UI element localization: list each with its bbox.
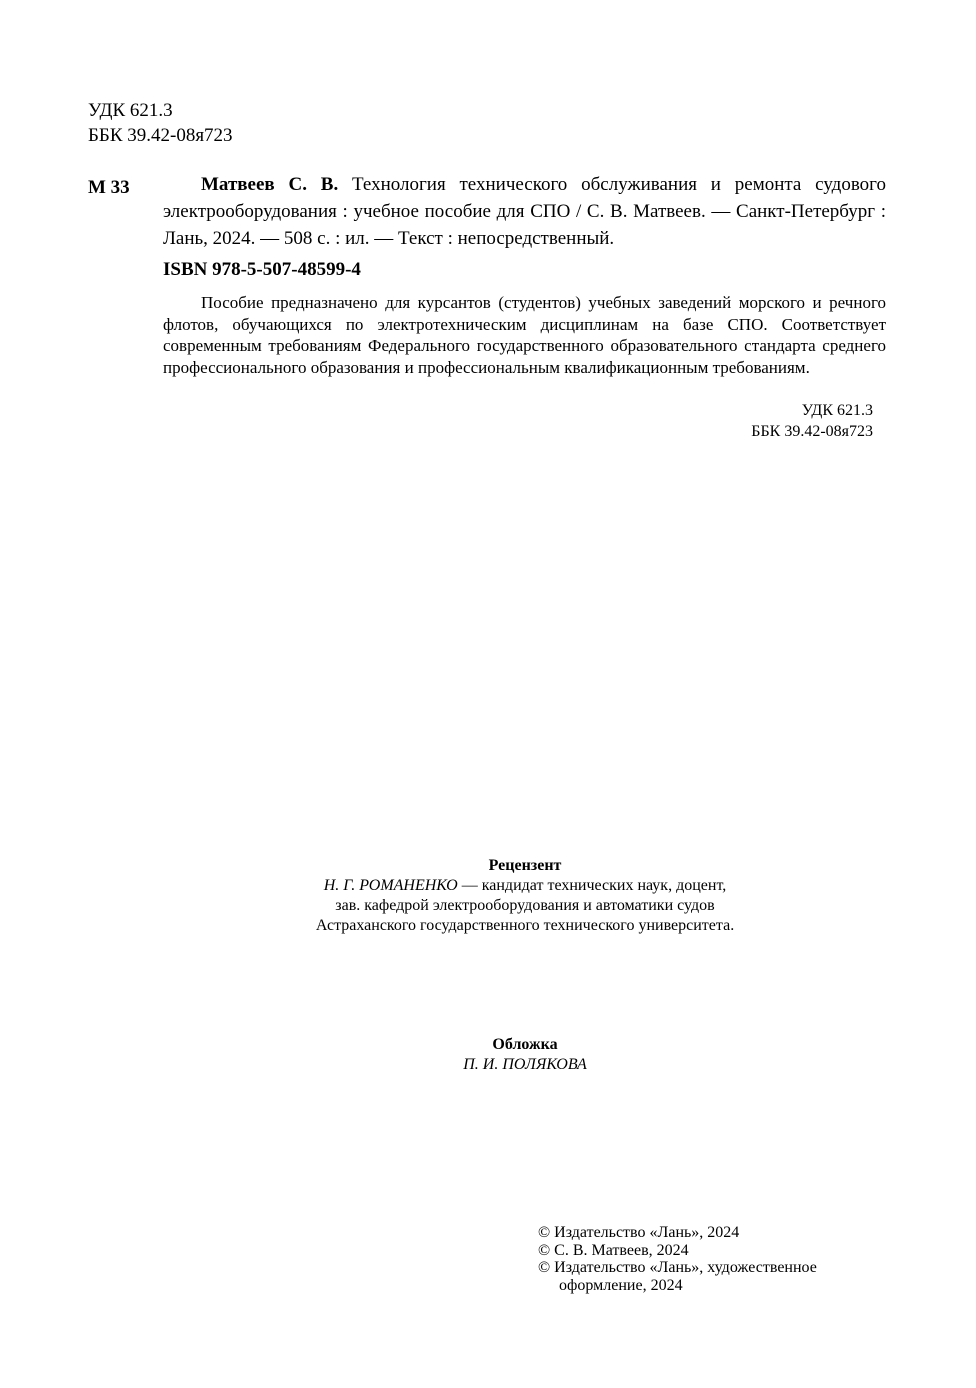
bibliographic-record: [163, 171, 886, 252]
udk-right-block: [751, 400, 873, 442]
reviewer-block: [225, 856, 825, 936]
udk-top-block: [88, 98, 233, 148]
copyright-line-2: © С. В. Матвеев, 2024: [538, 1241, 689, 1259]
copyright-line-4: оформление, 2024: [559, 1276, 683, 1294]
reviewer-line-1: [225, 876, 825, 896]
cover-designer: П. И. ПОЛЯКОВА: [463, 1056, 587, 1073]
copyright-block: [538, 1224, 817, 1294]
annotation: Пособие предназначено для курсантов (студентов) учебных заведений морского и речного флотов, обучающихся по электротехническим дисциплинам на базе СПО. Соответствует современным требованиям Федерального государственного образовательного стандарта среднего профессионального образования и профессиональным квалификационным требованиям.: [163, 293, 886, 377]
reviewer-heading: Рецензент: [488, 857, 562, 874]
isbn: ISBN 978-5-507-48599-4: [163, 259, 361, 280]
udk-code: УДК 621.3: [88, 100, 173, 121]
reviewer-name: Н. Г. РОМАНЕНКО: [323, 877, 458, 894]
bibliographic-description: Технология технического обслуживания и ремонта судового электрооборудования : учебное пособие для СПО / С. В. Матвеев. — Санкт-Петербург : Лань, 2024. — 508 с. : ил. — Текст : непосредственный.: [163, 174, 886, 249]
reviewer-title: — кандидат технических наук, доцент,: [457, 877, 727, 894]
bbk-code: ББК 39.42-08я723: [88, 125, 233, 146]
copyright-line-3: © Издательство «Лань», художественное: [538, 1259, 817, 1276]
reviewer-line-3: Астраханского государственного технического университета.: [315, 917, 735, 934]
author-mark: М 33: [88, 177, 130, 198]
cover-heading: Обложка: [492, 1036, 558, 1053]
bbk-code-right: ББК 39.42-08я723: [751, 423, 873, 440]
udk-code-right: УДК 621.3: [801, 402, 873, 419]
copyright-line-1: © Издательство «Лань», 2024: [538, 1224, 740, 1241]
reviewer-line-2: зав. кафедрой электрооборудования и автоматики судов: [335, 897, 715, 914]
author-name: Матвеев С. В.: [201, 174, 339, 195]
cover-block: [225, 1035, 825, 1075]
